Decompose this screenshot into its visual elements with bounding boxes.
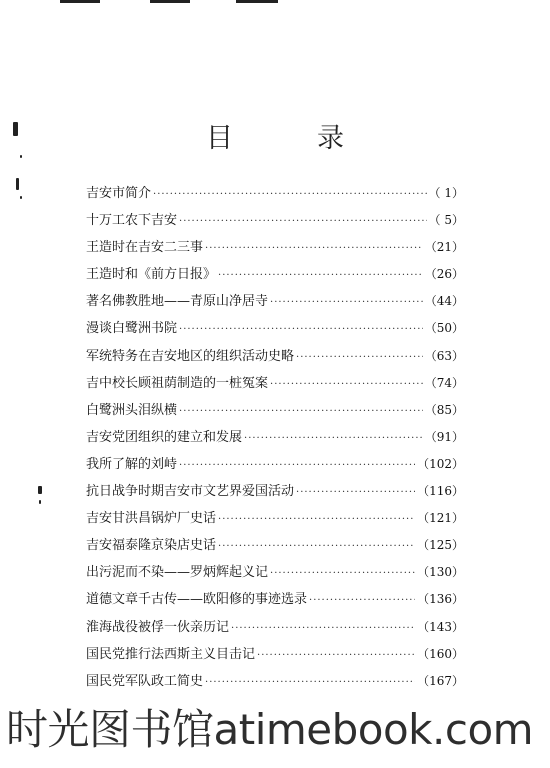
toc-entry: [86, 345, 464, 372]
toc-entry: [86, 453, 464, 480]
toc-entry-page: （ 5）: [428, 213, 464, 228]
scan-speck: [39, 500, 41, 504]
toc-entry-title: 王造时和《前方日报》: [86, 267, 217, 283]
scan-speck: [20, 155, 22, 158]
title-char-1: 目: [206, 123, 233, 154]
toc-entry-page: （116）: [417, 484, 464, 499]
dot-leader: [231, 623, 415, 634]
toc-entry-title: 国民党军队政工简史: [86, 673, 204, 689]
toc-entry-title: 吉安甘洪昌锅炉厂史话: [86, 511, 217, 527]
toc-entry: [86, 317, 464, 344]
toc-entry-title: 漫谈白鹭洲书院: [86, 321, 178, 337]
title-char-2: 录: [317, 123, 344, 154]
toc-entry: [86, 372, 464, 399]
toc-entry: [86, 534, 464, 561]
toc-entry-page: （21）: [424, 240, 464, 255]
toc-entry-title: 国民党推行法西斯主义目击记: [86, 646, 256, 662]
toc-entry-page: （167）: [417, 673, 464, 688]
toc-entry-title: 军统特务在吉安地区的组织活动史略: [86, 348, 295, 364]
dot-leader: [179, 460, 415, 471]
dot-leader: [218, 514, 415, 525]
toc-entry: [86, 209, 464, 236]
toc-entry-page: （ 1）: [428, 186, 464, 200]
scan-speck: [38, 486, 42, 494]
dot-leader: [257, 650, 415, 661]
toc-entry-title: 著名佛教胜地——青原山净居寺: [86, 294, 269, 310]
toc-entry: [86, 507, 464, 534]
dot-leader: [218, 270, 423, 281]
toc-entry: [86, 561, 464, 588]
dot-leader: [309, 595, 415, 606]
toc-entry-title: 王造时在吉安二三事: [86, 240, 204, 256]
toc-entry-page: （143）: [417, 619, 464, 634]
top-scan-mark-1: [60, 0, 100, 3]
dot-leader: [296, 352, 423, 363]
page-title: [0, 116, 550, 155]
toc-entry-title: 十万工农下吉安: [86, 213, 178, 229]
toc-entry-title: 我所了解的刘峙: [86, 456, 178, 472]
dot-leader: [270, 379, 423, 390]
toc-entry-title: 道德文章千古传——欧阳修的事迹选录: [86, 592, 308, 608]
toc-entry-page: （63）: [424, 348, 464, 363]
toc-entry-title: 抗日战争时期吉安市文艺界爱国活动: [86, 484, 295, 500]
toc-entry-page: （50）: [424, 321, 464, 336]
toc-entry: [86, 480, 464, 507]
dot-leader: [153, 189, 427, 200]
toc-entry-page: （44）: [424, 294, 464, 309]
toc-entry-title: 吉中校长顾祖荫制造的一桩冤案: [86, 375, 269, 391]
toc-entry-page: （91）: [424, 429, 464, 444]
toc-entry: [86, 643, 464, 670]
dot-leader: [270, 297, 423, 308]
dot-leader: [296, 487, 415, 498]
toc-entry-title: 淮海战役被俘一伙亲历记: [86, 619, 230, 635]
toc-entry: [86, 588, 464, 615]
toc-entry-page: （26）: [424, 267, 464, 282]
table-of-contents: [86, 182, 464, 697]
toc-entry-title: 吉安福泰隆京染店史话: [86, 538, 217, 554]
dot-leader: [205, 243, 423, 254]
scan-speck: [20, 196, 22, 199]
toc-entry: [86, 670, 464, 697]
toc-entry-title: 出污泥而不染——罗炳辉起义记: [86, 565, 269, 581]
toc-entry-page: （85）: [424, 402, 464, 417]
dot-leader: [270, 568, 415, 579]
toc-entry-title: 吉安党团组织的建立和发展: [86, 429, 243, 445]
dot-leader: [244, 433, 423, 444]
top-scan-mark-3: [236, 0, 278, 3]
toc-entry: [86, 399, 464, 426]
toc-entry: [86, 290, 464, 317]
toc-entry-page: （130）: [417, 565, 464, 580]
scan-speck: [16, 178, 19, 190]
toc-entry-page: （102）: [417, 456, 464, 471]
dot-leader: [179, 216, 427, 227]
toc-entry-page: （125）: [417, 538, 464, 553]
toc-entry-title: 吉安市简介: [86, 186, 152, 201]
watermark-text: 时光图书馆atimebook.com: [6, 705, 534, 754]
dot-leader: [179, 324, 423, 335]
toc-entry-page: （160）: [417, 646, 464, 661]
toc-entry-page: （74）: [424, 375, 464, 390]
toc-entry: [86, 236, 464, 263]
toc-entry-page: （136）: [417, 592, 464, 607]
toc-entry: [86, 616, 464, 643]
top-scan-mark-2: [150, 0, 190, 3]
toc-entry-title: 白鹭洲头泪纵横: [86, 402, 178, 418]
toc-entry-page: （121）: [417, 511, 464, 526]
toc-entry: [86, 182, 464, 209]
toc-entry: [86, 263, 464, 290]
dot-leader: [205, 677, 415, 688]
toc-entry: [86, 426, 464, 453]
dot-leader: [218, 541, 415, 552]
dot-leader: [179, 406, 423, 417]
